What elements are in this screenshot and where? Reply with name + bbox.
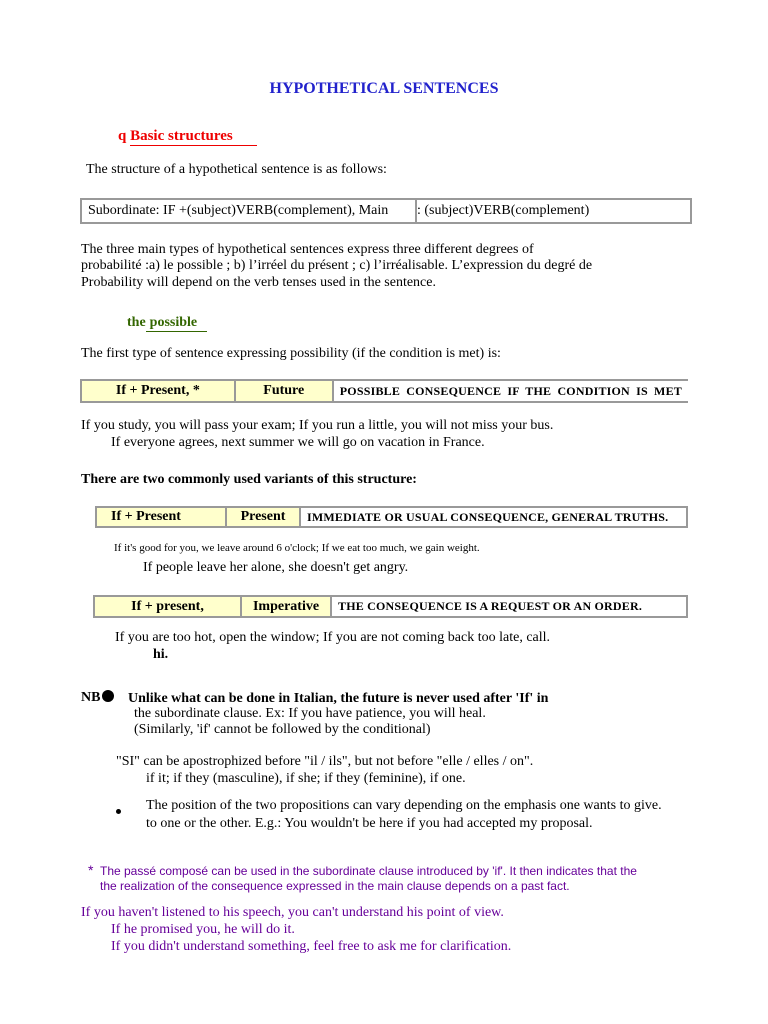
structure-main: : (subject)VERB(complement) (415, 200, 690, 222)
si-note-line: if it; if they (masculine), if she; if they (feminine), if one. (146, 771, 466, 786)
paragraph-line: Probability will depend on the verb tenses used in the sentence. (81, 275, 436, 290)
nb-line: (Similarly, 'if' cannot be followed by the conditional) (134, 722, 431, 737)
nb-line: the subordinate clause. Ex: If you have patience, you will heal. (134, 706, 486, 721)
cell-tense: Present (225, 508, 299, 526)
example-line: If people leave her alone, she doesn't get angry. (143, 560, 409, 575)
nb-text: NB (81, 690, 101, 705)
example-line: If you are too hot, open the window; If you are not coming back too late, call. (115, 630, 551, 645)
section-marker: q (118, 128, 127, 144)
section-heading-possible (127, 315, 207, 332)
bullet-icon (102, 690, 114, 702)
paragraph-line: probabilité :a) le possible ; b) l’irréel du présent ; c) l’irréalisable. L’expression du degré de (81, 258, 593, 273)
cell-consequence: POSSIBLE CONSEQUENCE IF THE CONDITION IS MET (332, 381, 688, 401)
cell-consequence: THE CONSEQUENCE IS A REQUEST OR AN ORDER. (330, 597, 686, 616)
example-line-small: If it's good for you, we leave around 6 o'clock; If we eat too much, we gain weight. (114, 542, 480, 554)
cell-condition: If + present, (95, 597, 240, 616)
example-line: If everyone agrees, next summer we will go on vacation in France. (111, 435, 485, 450)
bullet-line: The position of the two propositions can vary depending on the emphasis one wants to give. (146, 798, 662, 813)
nb-line: Unlike what can be done in Italian, the future is never used after 'If' in (128, 691, 549, 706)
paragraph-line: The three main types of hypothetical sentences express three different degrees of (81, 242, 534, 257)
section-heading-basic-structures (118, 128, 257, 146)
section-heading-text: Basic structures (130, 128, 257, 146)
cell-consequence: IMMEDIATE OR USUAL CONSEQUENCE, GENERAL TRUTHS. (299, 508, 686, 526)
cell-condition: If + Present (97, 508, 225, 526)
variants-heading: There are two commonly used variants of this structure: (81, 472, 417, 487)
purple-example-line: If he promised you, he will do it. (111, 922, 295, 937)
first-type-intro: The first type of sentence expressing possibility (if the condition is met) is: (81, 346, 501, 361)
si-note-line: "SI" can be apostrophized before "il / ils", but not before "elle / elles / on". (116, 754, 534, 769)
purple-example-line: If you didn't understand something, feel free to ask me for clarification. (111, 939, 512, 954)
page-title: HYPOTHETICAL SENTENCES (269, 80, 499, 97)
table-variant-present (95, 506, 688, 528)
nb-label (81, 690, 118, 706)
footnote-line: the realization of the consequence expressed in the main clause depends on a past fact. (100, 879, 570, 893)
table-variant-imperative (93, 595, 688, 618)
purple-example-line: If you haven't listened to his speech, you can't understand his point of view. (81, 905, 504, 920)
table-first-type (80, 379, 688, 403)
paragraph-degrees (81, 241, 649, 258)
bullet-line: to one or the other. E.g.: You wouldn't be here if you had accepted my proposal. (146, 816, 593, 831)
cell-condition: If + Present, * (82, 381, 234, 401)
structure-subordinate: Subordinate: IF +(subject)VERB(complement), Main (88, 203, 389, 218)
structure-box (80, 198, 692, 224)
footnote-line: The passé composé can be used in the subordinate clause introduced by 'if'. It then indicates that the (100, 864, 637, 878)
example-line: If you study, you will pass your exam; If you run a little, you will not miss your bus. (81, 418, 554, 433)
section-heading-text: possible (146, 315, 207, 332)
bullet-icon (116, 803, 121, 819)
cell-tense: Future (234, 381, 332, 401)
example-line: hi. (153, 647, 169, 662)
cell-tense: Imperative (240, 597, 330, 616)
intro-text: The structure of a hypothetical sentence is as follows: (86, 162, 387, 177)
section-prefix: the (127, 315, 146, 330)
asterisk-icon: * (88, 862, 94, 878)
